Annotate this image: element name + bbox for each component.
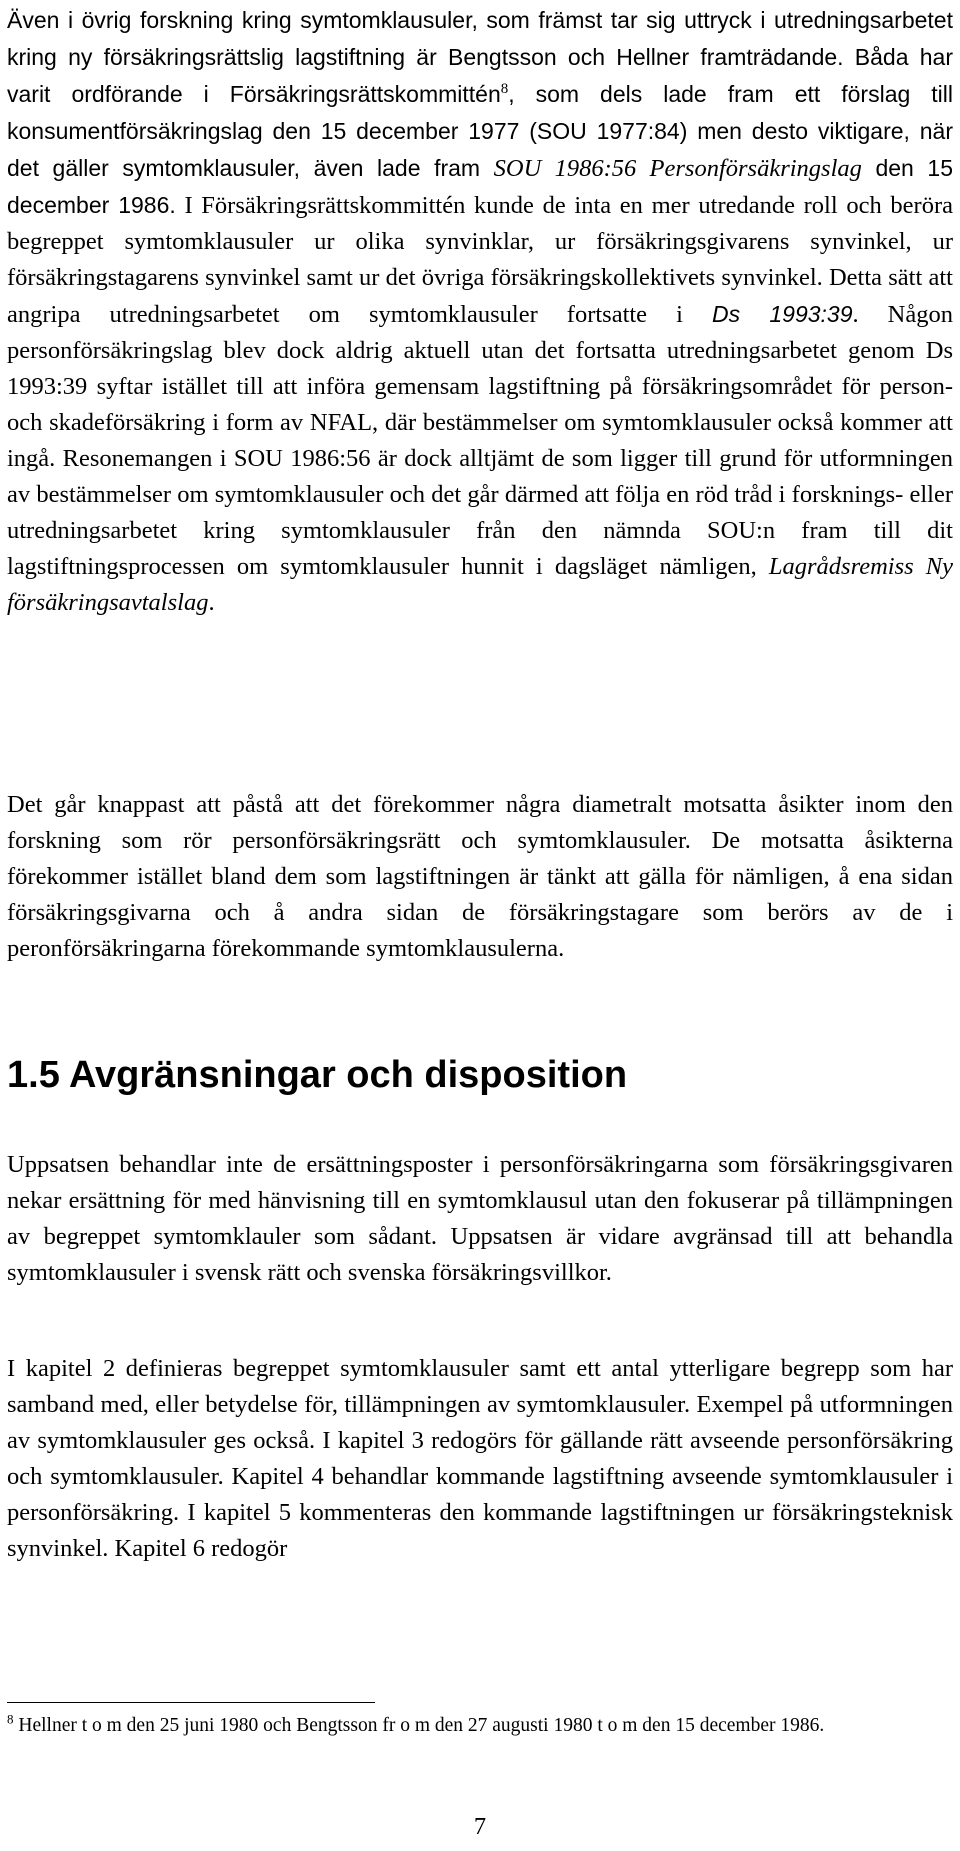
- page-number: 7: [473, 1813, 487, 1840]
- footnote-number: 8: [7, 1711, 14, 1727]
- footnote-separator: [7, 1702, 375, 1703]
- footnote-reference: 8: [500, 80, 509, 97]
- text-run: den 15 december 1986.: [7, 155, 953, 218]
- ds-reference: Ds 1993:39: [711, 301, 853, 327]
- lagradsremiss-reference: Lagrådsremiss Ny försäkringsavtalslag: [7, 553, 953, 616]
- sou-reference: SOU 1986:56 Personförsäkringslag: [493, 155, 862, 182]
- text-run: Även i övrig forskning kring symtomklausuler, som främst tar sig uttryck i utredningsarbetet kring ny försäkringsrättslig lagstiftning är Bengtsson och Hellner framträdande. Båda har varit ordförande i Försäkringsrättskommittén: [7, 7, 953, 107]
- paragraph-scope: Uppsatsen behandlar inte de ersättningsposter i personförsäkringarna som försäkringsgivaren nekar ersättning för med hänvisning till en symtomklausul utan den fokuserar på tillämpningen av begreppet symtomklauler som sådant. Uppsatsen är vidare avgränsad till att behandla symtomklausuler i svensk rätt och svenska försäkringsvillkor.: [7, 1151, 953, 1286]
- paragraph-research-background: [7, 2, 953, 621]
- paragraph-opinions: Det går knappast att påstå att det förekommer några diametralt motsatta åsikter inom den forskning som rör personförsäkringsrätt och symtomklausuler. De motsatta åsikterna förekommer istället bland dem som lagstiftningen är tänkt att gälla för nämligen, å ena sidan försäkringsgivarna och å andra sidan de försäkringstagare som berörs av de i peronförsäkringarna förekommande symtomklausulerna.: [7, 791, 953, 962]
- text-run: .: [208, 589, 215, 616]
- text-run: . Någon personförsäkringslag blev dock aldrig aktuell utan det fortsatta utredningsarbetet genom Ds 1993:39 syftar istället till att införa gemensam lagstiftning på försäkringsområdet för person- och skadeförsäkring i form av NFAL, där bestämmelser om symtomklausuler också kommer att ingå. Resonemangen i SOU 1986:56 är dock alltjämt de som ligger till grund för utformningen av bestämmelser om symtomklausuler och det går därmed att följa en röd tråd i forsknings- eller utredningsarbetet kring symtomklausuler från den nämnda SOU:n fram till dit lagstiftningsprocessen om symtomklausuler hunnit i dagsläget nämligen,: [7, 301, 954, 580]
- footnote-text: Hellner t o m den 25 juni 1980 och Bengtsson fr o m den 27 augusti 1980 t o m den 15 december 1986.: [18, 1715, 825, 1736]
- text-run: , som dels lade fram ett förslag till konsumentförsäkringslag den 15 december 1977 (SOU 1977:84) men desto viktigare, när det gäller symtomklausuler, även lade fram: [7, 81, 953, 181]
- section-heading: 1.5 Avgränsningar och disposition: [7, 1054, 628, 1096]
- text-run: I Försäkringsrättskommittén kunde de inta en mer utredande roll och beröra begreppet symtomklausuler ur olika synvinklar, ur försäkringsgivarens synvinkel, ur försäkringstagarens synvinkel samt ur det övriga försäkringskollektivets synvinkel. Detta sätt att angripa utredningsarbetet om symtomklausuler fortsatte i: [7, 192, 953, 328]
- footnote: [7, 1712, 937, 1740]
- paragraph-disposition: I kapitel 2 definieras begreppet symtomklausuler samt ett antal ytterligare begrepp som har samband med, eller betydelse för, tillämpningen av symtomklausuler. Exempel på utformningen av symtomklausuler ges också. I kapitel 3 redogörs för gällande rätt avseende personförsäkring och symtomklausuler. Kapitel 4 behandlar kommande lagstiftning avseende symtomklausuler i personförsäkring. I kapitel 5 kommenteras den kommande lagstiftningen ur försäkringsteknisk synvinkel. Kapitel 6 redogör: [7, 1355, 953, 1562]
